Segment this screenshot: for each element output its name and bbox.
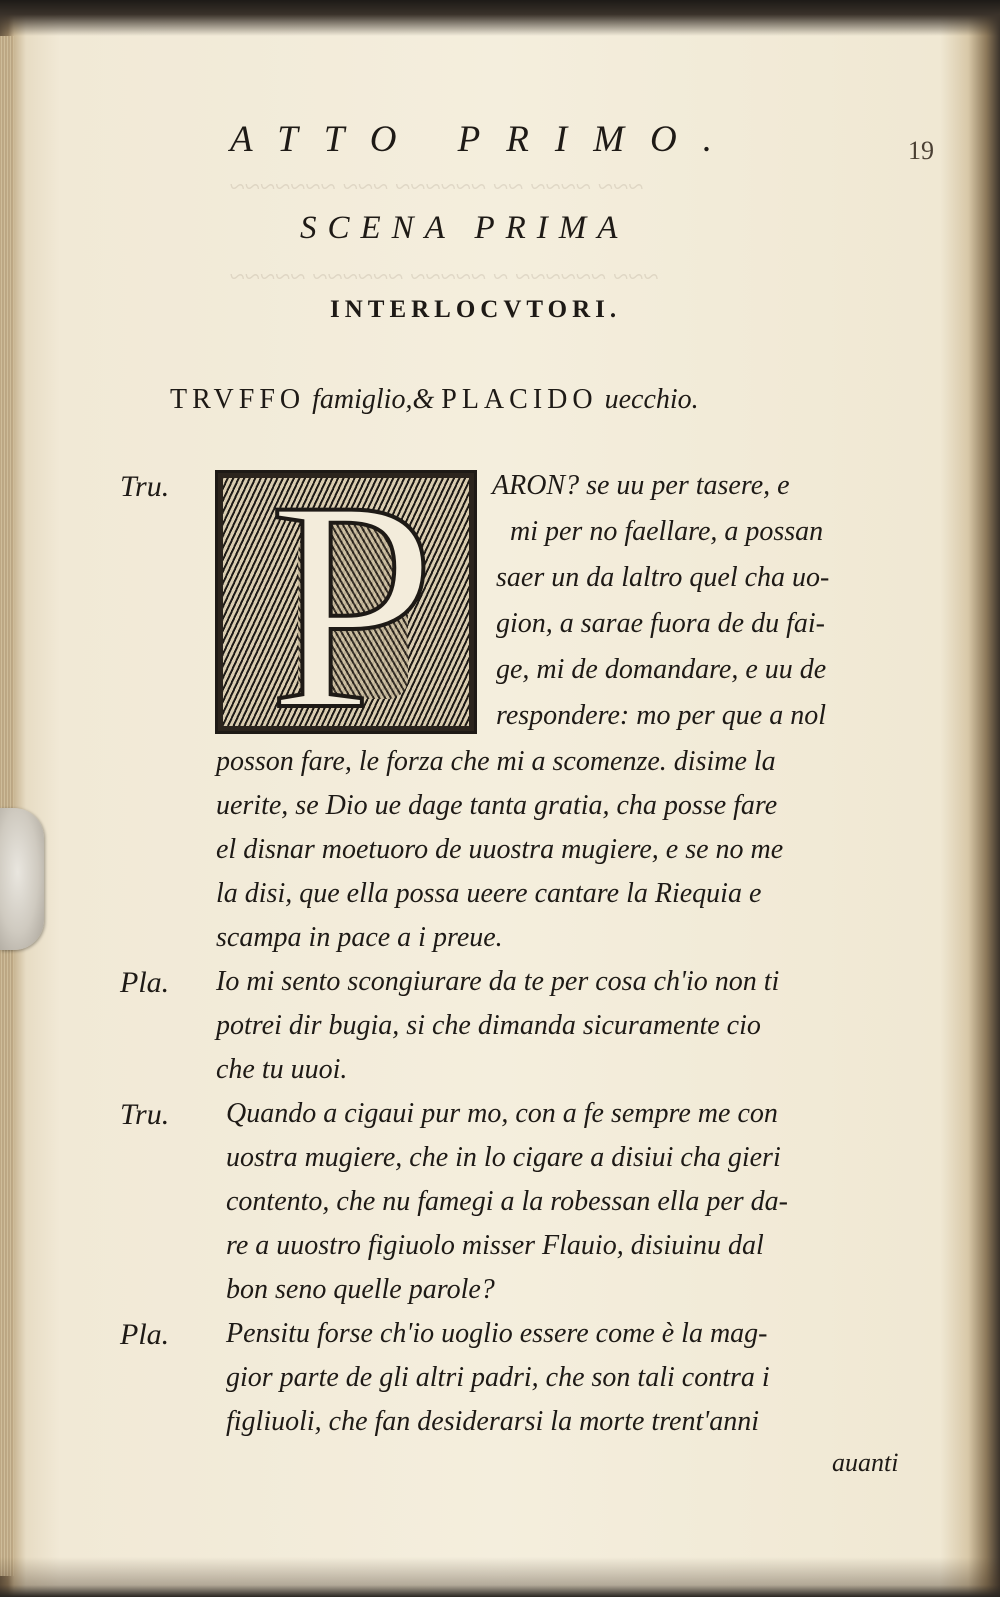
character-name: PLACIDO — [441, 384, 598, 415]
speech-line: che tu uuoi. — [216, 1054, 348, 1085]
running-title: ATTO PRIMO. — [230, 119, 738, 160]
catchword: auanti — [832, 1448, 899, 1477]
speaker-label: Pla. — [120, 1318, 170, 1351]
character-role: uecchio. — [604, 384, 699, 415]
speech-line: uerite, se Dio ue dage tanta gratia, cha posse fare — [216, 790, 778, 821]
interlocutori-heading: INTERLOCVTORI. — [330, 296, 622, 323]
character-list — [170, 384, 950, 416]
speech-line: Pensitu forse ch'io uoglio essere come è la mag- — [226, 1318, 768, 1349]
speech-line: gion, a sarae fuora de du fai- — [496, 608, 825, 639]
speech-line: Io mi sento scongiurare da te per cosa ch'io non ti — [216, 966, 780, 997]
top-shadow — [0, 0, 1000, 36]
page-stack-edge — [0, 36, 14, 1576]
speech-line: la disi, que ella possa ueere cantare la Riequia e — [216, 878, 762, 909]
decorated-initial — [215, 470, 477, 734]
speech-line: figliuoli, che fan desiderarsi la morte trent'anni — [226, 1406, 760, 1437]
speech-line: re a uuostro figiuolo misser Flauio, disiuinu dal — [226, 1230, 764, 1261]
speech-line: uostra mugiere, che in lo cigare a disiui cha gieri — [226, 1142, 781, 1173]
speech-line: ge, mi de domandare, e uu de — [496, 654, 827, 685]
speech-line: el disnar moetuoro de uuostra mugiere, e se no me — [216, 834, 784, 865]
initial-letter: P — [268, 470, 436, 734]
speech-line: gior parte de gli altri padri, che son tali contra i — [226, 1362, 770, 1393]
speaker-label: Tru. — [120, 1098, 170, 1131]
speaker-label: Tru. — [120, 470, 170, 503]
speech-line: saer un da laltro quel cha uo- — [496, 562, 830, 593]
speech-line: Quando a cigaui pur mo, con a fe sempre me con — [226, 1098, 778, 1129]
character-name: TRVFFO — [170, 384, 306, 415]
speech-line: contento, che nu famegi a la robessan ella per da- — [226, 1186, 788, 1217]
speech-line: scampa in pace a i preue. — [216, 922, 503, 953]
character-role: famiglio,& — [312, 384, 435, 415]
show-through-text: ~~~ ~~~~~~ ~ ~~~~~ ~~~~~~ ~~~~~ — [230, 262, 659, 293]
book-clasp — [0, 808, 44, 950]
speech-line: posson fare, le forza che mi a scomenze. disime la — [216, 746, 776, 777]
speech-line: respondere: mo per que a nol — [496, 700, 826, 731]
folio-number: 19 — [908, 136, 934, 165]
speech-line: mi per no faellare, a possan — [510, 516, 824, 547]
speech-line: ARON? se uu per tasere, e — [492, 470, 790, 501]
bottom-shadow — [0, 1557, 1000, 1597]
speech-line: bon seno quelle parole? — [226, 1274, 495, 1305]
speaker-label: Pla. — [120, 966, 170, 999]
scene-title: SCENA PRIMA — [300, 210, 629, 246]
show-through-text: ~~~ ~~~~ ~~ ~~~~~~ ~~~ ~~~~~~~ — [230, 172, 644, 203]
speech-line: potrei dir bugia, si che dimanda sicuramente cio — [216, 1010, 761, 1041]
